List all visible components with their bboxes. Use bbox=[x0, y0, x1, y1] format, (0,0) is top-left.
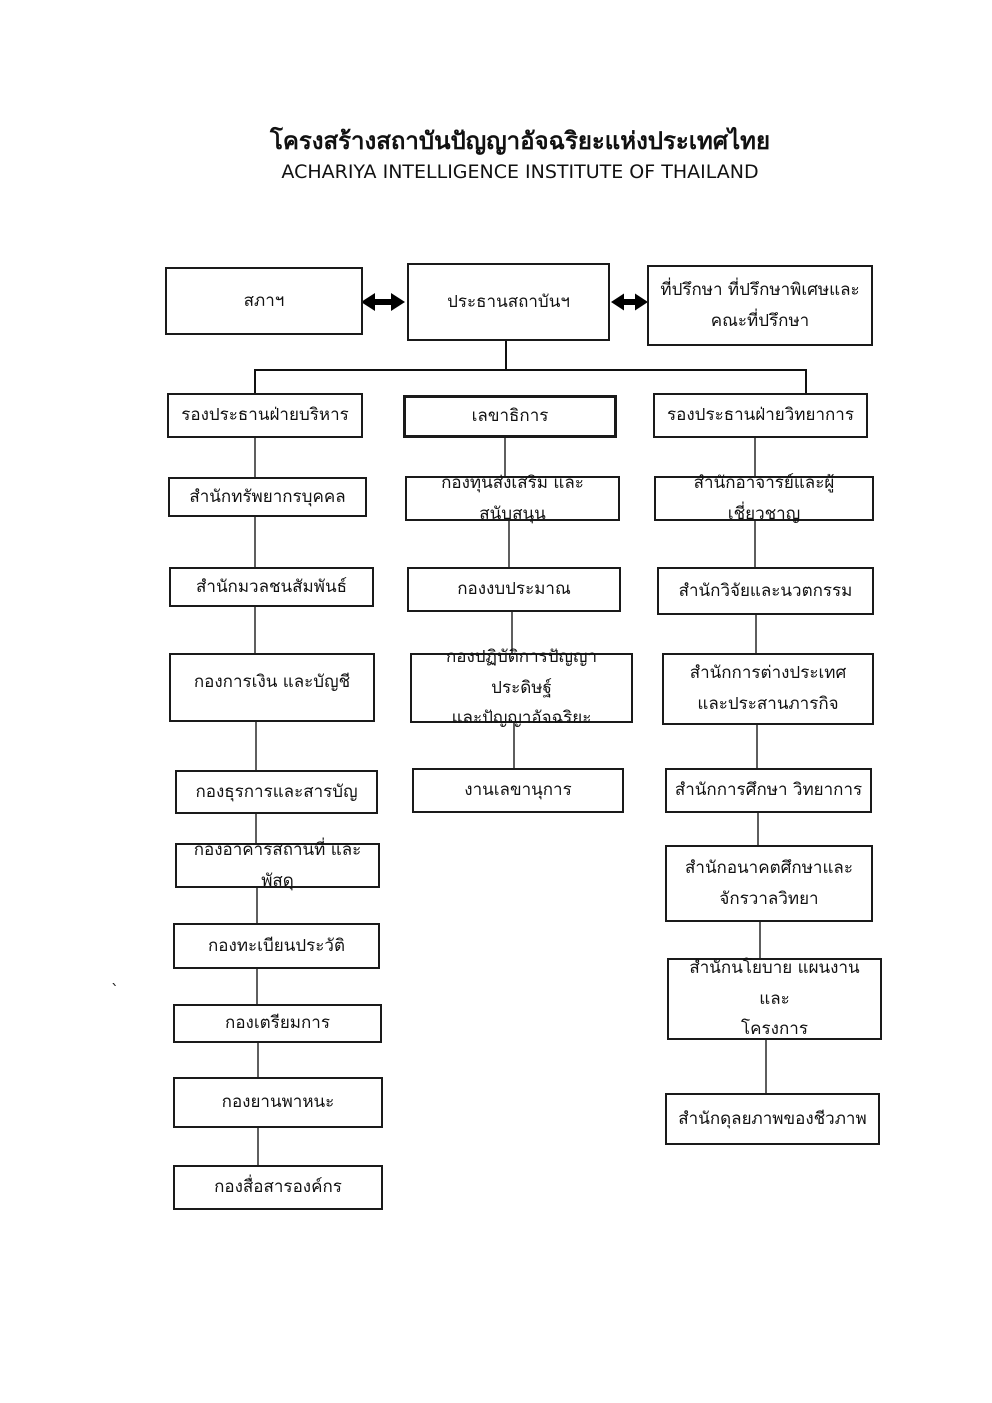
box-secretary-item-3 bbox=[410, 647, 633, 729]
stray-dot-mark: ` bbox=[111, 981, 119, 1000]
box-label: รองประธานฝ่ายวิทยาการ bbox=[667, 405, 854, 426]
box-label: สำนักวิจัยและนวตกรรม bbox=[678, 580, 853, 601]
box-label: โครงการ bbox=[741, 1019, 808, 1040]
box-secretary-item-4 bbox=[412, 768, 624, 813]
box-academic-item-4 bbox=[665, 768, 872, 813]
box-admin-item-5 bbox=[175, 839, 380, 891]
double-arrow-right-icon bbox=[611, 294, 648, 311]
box-label: คณะที่ปรึกษา bbox=[710, 310, 810, 331]
chart-title-thai: โครงสร้างสถาบันปัญญาอัจฉริยะแห่งประเทศไทย bbox=[269, 127, 771, 155]
box-head-secretary bbox=[403, 395, 617, 438]
box-label: สำนักการศึกษา วิทยาการ bbox=[674, 780, 863, 801]
box-academic-item-3 bbox=[662, 653, 874, 725]
box-label: กองทะเบียนประวัติ bbox=[208, 935, 345, 956]
box-label: กองการเงิน และบัญชี bbox=[193, 672, 351, 692]
box-advisors bbox=[647, 265, 873, 346]
box-council bbox=[165, 267, 363, 335]
box-label: จักรวาลวิทยา bbox=[719, 888, 819, 909]
box-academic-item-1 bbox=[654, 472, 874, 524]
box-label: สำนักดุลยภาพของชีวภาพ bbox=[678, 1108, 867, 1129]
box-label: กองเตรียมการ bbox=[225, 1013, 330, 1034]
box-label: กองยานพาหนะ bbox=[221, 1092, 335, 1113]
box-label: กองงบประมาณ bbox=[457, 579, 571, 600]
box-label: รองประธานฝ่ายบริหาร bbox=[181, 405, 349, 426]
box-label: สำนักอาจารย์และผู้เชี่ยวชาญ bbox=[693, 472, 835, 524]
chart-title-english: ACHARIYA INTELLIGENCE INSTITUTE OF THAILAND bbox=[281, 161, 759, 183]
box-admin-item-4 bbox=[175, 770, 378, 814]
box-admin-item-1 bbox=[168, 477, 367, 517]
box-admin-item-8 bbox=[173, 1077, 383, 1128]
box-label: ประธานสถาบันฯ bbox=[447, 291, 570, 312]
box-head-admin bbox=[167, 393, 363, 438]
box-secretary-item-1 bbox=[405, 472, 620, 524]
box-label: กองปฏิบัติการปัญญาประดิษฐ์ bbox=[445, 647, 598, 698]
box-admin-item-7 bbox=[173, 1004, 382, 1043]
box-label: ที่ปรึกษา ที่ปรึกษาพิเศษและ bbox=[660, 279, 860, 300]
box-label: สำนักทรัพยากรบุคคล bbox=[189, 486, 346, 507]
box-label: กองธุรการและสารบัญ bbox=[195, 781, 358, 802]
box-academic-item-2 bbox=[657, 567, 874, 615]
double-arrow-left-icon bbox=[361, 293, 405, 311]
box-label: งานเลขานุการ bbox=[464, 780, 572, 801]
box-label: กองสื่อสารองค์กร bbox=[214, 1177, 342, 1198]
box-label: สำนักนโยบาย แผนงานและ bbox=[689, 958, 860, 1009]
box-label: และประสานภารกิจ bbox=[697, 694, 839, 714]
box-admin-item-3 bbox=[169, 653, 375, 722]
box-head-academic bbox=[653, 393, 868, 438]
box-academic-item-6 bbox=[667, 958, 882, 1040]
box-label: กองอาคารสถานที่ และพัสดุ bbox=[193, 839, 362, 891]
top-tree-lines bbox=[255, 341, 806, 394]
box-academic-item-5 bbox=[665, 845, 873, 922]
box-label: สำนักการต่างประเทศ bbox=[689, 663, 847, 684]
box-secretary-item-2 bbox=[407, 567, 621, 612]
box-label: เลขาธิการ bbox=[471, 406, 549, 427]
box-label: สภาฯ bbox=[243, 290, 285, 311]
box-admin-item-6 bbox=[173, 923, 380, 969]
box-label: กองทุนส่งเสริม และสนับสนุน bbox=[441, 472, 584, 524]
box-label: และปัญญาอัจฉริยะ bbox=[451, 708, 592, 729]
box-admin-item-2 bbox=[169, 567, 374, 607]
box-label: สำนักอนาคตศึกษาและ bbox=[685, 857, 853, 878]
box-admin-item-9 bbox=[173, 1165, 383, 1210]
box-label: สำนักมวลชนสัมพันธ์ bbox=[196, 576, 347, 597]
box-academic-item-7 bbox=[665, 1093, 880, 1145]
box-president bbox=[407, 263, 610, 341]
